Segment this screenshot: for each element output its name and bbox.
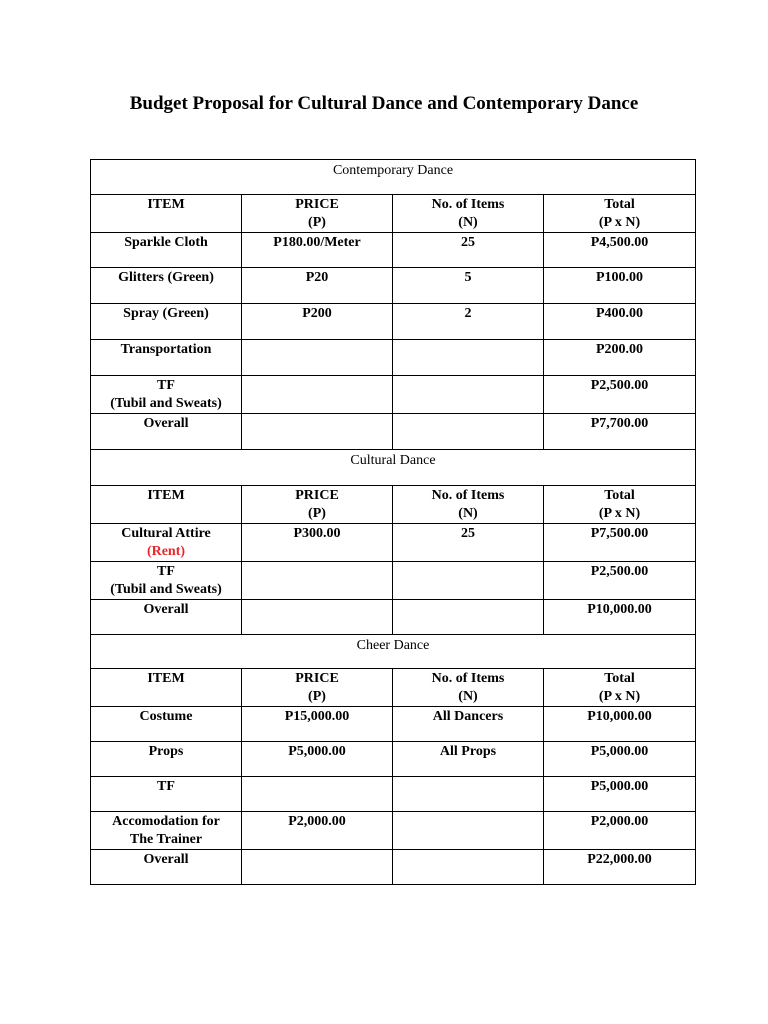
header-count-unit: (N) <box>458 506 478 521</box>
document-title: Budget Proposal for Cultural Dance and Contemporary Dance <box>129 93 639 114</box>
cell-count <box>393 340 544 376</box>
cell-price <box>242 600 393 635</box>
cell-total: P4,500.00 <box>544 233 696 268</box>
cell-count: 25 <box>393 233 544 268</box>
section-row-contemporary <box>91 160 696 195</box>
cell-price <box>242 376 393 414</box>
header-count <box>393 486 544 524</box>
cell-price <box>242 414 393 450</box>
cell-count <box>393 777 544 812</box>
header-count <box>393 669 544 707</box>
header-count-label: No. of Items <box>431 671 505 686</box>
table-row <box>91 524 696 562</box>
table-row-overall <box>91 414 696 450</box>
cell-price: P300.00 <box>242 524 393 562</box>
header-item-label: ITEM <box>147 671 185 686</box>
cell-item: Glitters (Green) <box>91 268 242 304</box>
header-item <box>91 486 242 524</box>
header-price-label: PRICE <box>295 197 339 212</box>
cell-count <box>393 414 544 450</box>
cell-count: All Props <box>393 742 544 777</box>
cell-count <box>393 562 544 600</box>
cell-price <box>242 562 393 600</box>
cell-price: P5,000.00 <box>242 742 393 777</box>
cell-item: Overall <box>91 414 242 450</box>
cell-price <box>242 340 393 376</box>
header-item-label: ITEM <box>147 488 185 503</box>
table-row <box>91 233 696 268</box>
cell-item-line1: Cultural Attire <box>121 526 211 541</box>
cell-item <box>91 562 242 600</box>
cell-item: TF <box>91 777 242 812</box>
header-total-formula: (P x N) <box>598 689 641 704</box>
cell-count: 2 <box>393 304 544 340</box>
header-row <box>91 486 696 524</box>
header-total-label: Total <box>604 197 635 212</box>
cell-total: P200.00 <box>544 340 696 376</box>
header-count-label: No. of Items <box>431 197 505 212</box>
cell-total: P10,000.00 <box>544 600 696 635</box>
header-count-unit: (N) <box>458 689 478 704</box>
header-total-formula: (P x N) <box>598 215 641 230</box>
header-total <box>544 195 696 233</box>
cell-item-line2: The Trainer <box>129 832 203 847</box>
table-row <box>91 707 696 742</box>
cell-total: P100.00 <box>544 268 696 304</box>
cell-item: Costume <box>91 707 242 742</box>
table-row <box>91 268 696 304</box>
cell-total: P22,000.00 <box>544 850 696 885</box>
budget-table <box>90 159 696 885</box>
cell-count <box>393 812 544 850</box>
header-total-formula: (P x N) <box>598 506 641 521</box>
cell-count: 5 <box>393 268 544 304</box>
cell-count <box>393 850 544 885</box>
cell-item: Spray (Green) <box>91 304 242 340</box>
cell-item-line2: (Tubil and Sweats) <box>110 582 222 597</box>
cell-price: P2,000.00 <box>242 812 393 850</box>
cell-price <box>242 777 393 812</box>
header-total <box>544 486 696 524</box>
rent-note: (Rent) <box>146 544 186 559</box>
cell-price: P200 <box>242 304 393 340</box>
table-row <box>91 376 696 414</box>
header-price <box>242 486 393 524</box>
table-row <box>91 340 696 376</box>
cell-total: P400.00 <box>544 304 696 340</box>
header-row <box>91 195 696 233</box>
cell-price: P180.00/Meter <box>242 233 393 268</box>
header-price-label: PRICE <box>295 488 339 503</box>
cell-price: P20 <box>242 268 393 304</box>
cell-item <box>91 812 242 850</box>
header-total-label: Total <box>604 488 635 503</box>
cell-total: P2,000.00 <box>544 812 696 850</box>
header-price <box>242 669 393 707</box>
cell-item <box>91 376 242 414</box>
cell-item-line1: TF <box>157 378 175 393</box>
cell-item-line2: (Tubil and Sweats) <box>110 396 222 411</box>
header-price-unit: (P) <box>308 689 326 704</box>
cell-item <box>91 524 242 562</box>
section-title-contemporary: Contemporary Dance <box>91 160 696 195</box>
header-price-unit: (P) <box>308 506 326 521</box>
header-price <box>242 195 393 233</box>
cell-item-line1: TF <box>157 564 175 579</box>
cell-total: P7,700.00 <box>544 414 696 450</box>
header-row <box>91 669 696 707</box>
section-title-cultural: Cultural Dance <box>91 450 696 486</box>
header-count-unit: (N) <box>458 215 478 230</box>
cell-item: Sparkle Cloth <box>91 233 242 268</box>
section-row-cheer <box>91 635 696 669</box>
table-row <box>91 562 696 600</box>
header-price-unit: (P) <box>308 215 326 230</box>
cell-item: Overall <box>91 850 242 885</box>
table-row-overall <box>91 600 696 635</box>
cell-price: P15,000.00 <box>242 707 393 742</box>
table-row-overall <box>91 850 696 885</box>
header-total <box>544 669 696 707</box>
header-item-label: ITEM <box>147 197 185 212</box>
cell-total: P7,500.00 <box>544 524 696 562</box>
cell-total: P5,000.00 <box>544 742 696 777</box>
header-item <box>91 195 242 233</box>
table-row <box>91 742 696 777</box>
cell-total: P5,000.00 <box>544 777 696 812</box>
cell-count <box>393 376 544 414</box>
cell-total: P2,500.00 <box>544 562 696 600</box>
cell-item: Props <box>91 742 242 777</box>
header-count-label: No. of Items <box>431 488 505 503</box>
cell-item: Transportation <box>91 340 242 376</box>
cell-price <box>242 850 393 885</box>
header-item <box>91 669 242 707</box>
header-price-label: PRICE <box>295 671 339 686</box>
cell-item: Overall <box>91 600 242 635</box>
table-row <box>91 812 696 850</box>
section-row-cultural <box>91 450 696 486</box>
table-row <box>91 777 696 812</box>
header-count <box>393 195 544 233</box>
cell-total: P10,000.00 <box>544 707 696 742</box>
cell-count: 25 <box>393 524 544 562</box>
cell-total: P2,500.00 <box>544 376 696 414</box>
cell-count <box>393 600 544 635</box>
section-title-cheer: Cheer Dance <box>91 635 696 669</box>
cell-item-line1: Accomodation for <box>112 814 220 829</box>
table-row <box>91 304 696 340</box>
header-total-label: Total <box>604 671 635 686</box>
cell-count: All Dancers <box>393 707 544 742</box>
